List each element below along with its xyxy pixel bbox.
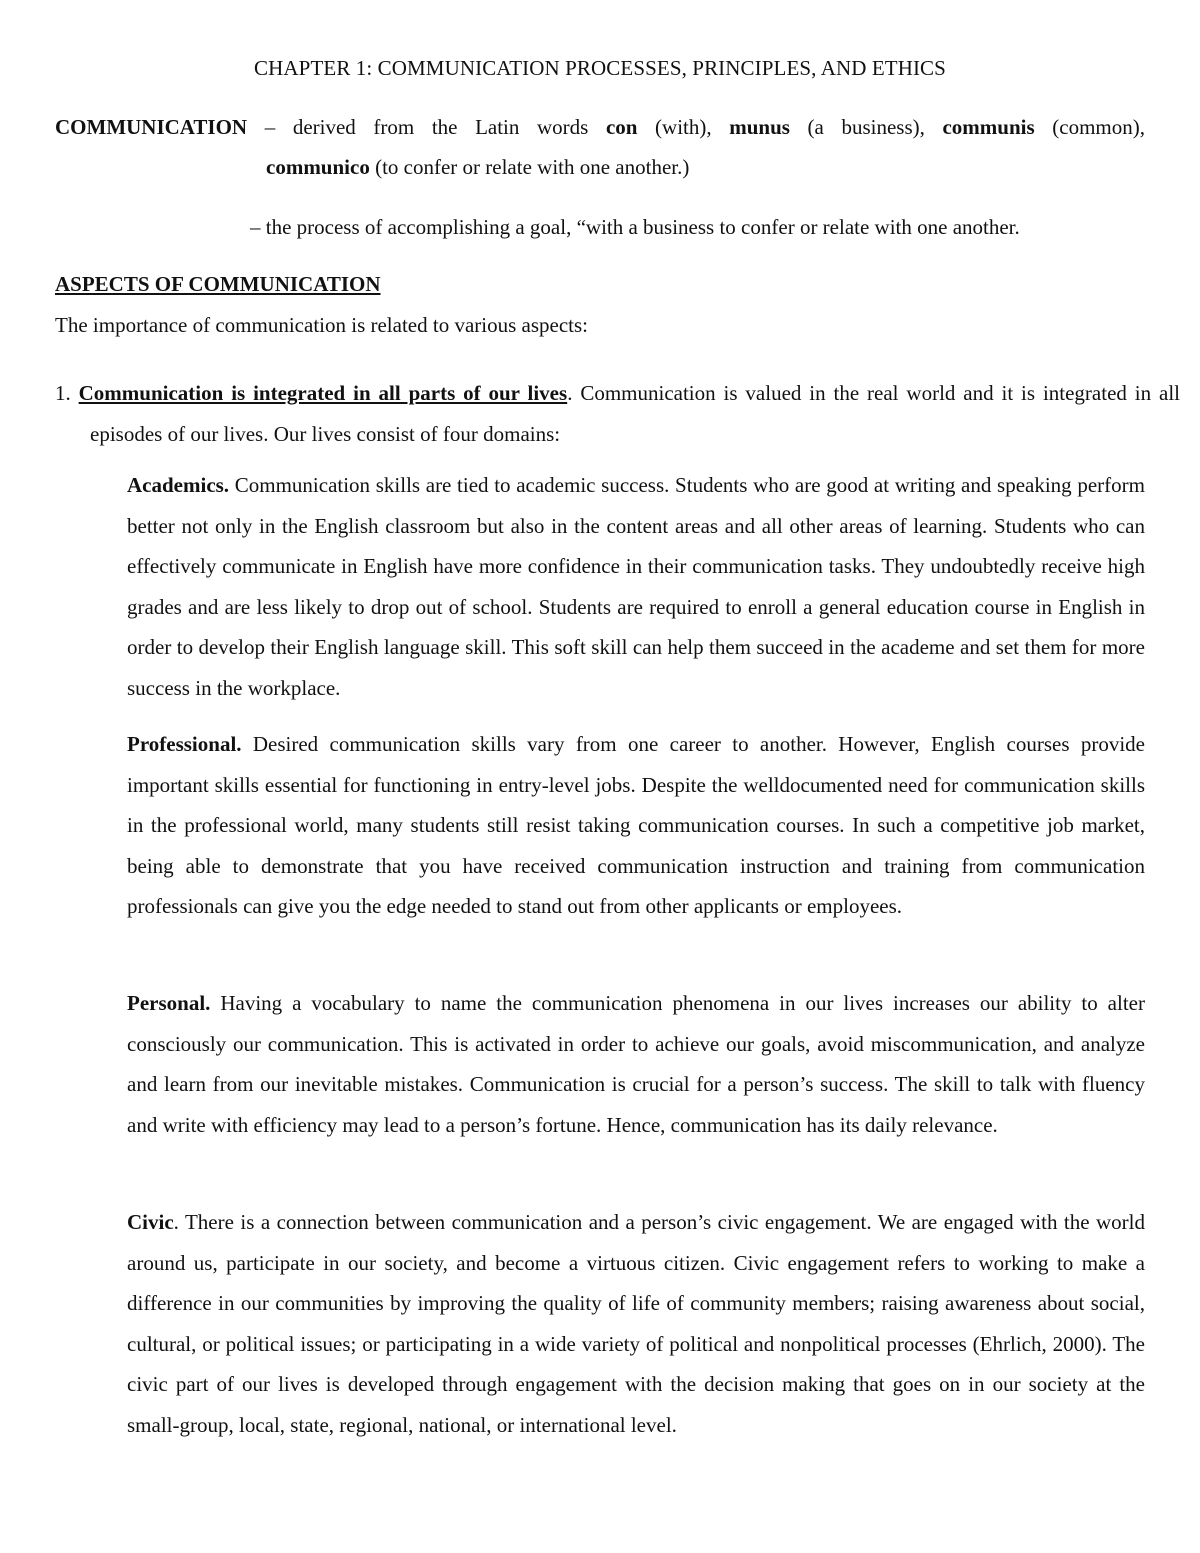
definition-line-2: [55, 152, 1145, 182]
definition-intro: – derived from the Latin words: [247, 115, 606, 139]
domain-label: Personal.: [127, 991, 211, 1015]
latin-gloss-con: (with),: [637, 115, 730, 139]
latin-word-communis: communis: [942, 115, 1035, 139]
latin-gloss-communico: (to confer or relate with one another.): [369, 155, 690, 179]
domain-label: Civic: [127, 1210, 174, 1234]
definition-term: COMMUNICATION: [55, 115, 248, 139]
section-heading: ASPECTS OF COMMUNICATION: [55, 272, 381, 296]
domain-label: Professional.: [127, 732, 242, 756]
domain-civic: [127, 1202, 1145, 1445]
domain-professional: [127, 724, 1145, 927]
domain-label: Academics.: [127, 473, 230, 497]
list-item-1: [55, 373, 1180, 455]
latin-gloss-communis: (common),: [1034, 115, 1145, 139]
communication-definition: [55, 112, 1145, 182]
chapter-title: CHAPTER 1: COMMUNICATION PROCESSES, PRINCIPLES, AND ETHICS: [254, 56, 946, 80]
domain-text: Desired communication skills vary from one career to another. However, English courses provide important skills essential for functioning in entry-level jobs. Despite the welldocumented need for communication skills in the professional world, many students still resist taking communication courses. In such a competitive job market, being able to demonstrate that you have received communication instruction and training from communication professionals can give you the edge needed to stand out from other applicants or employees.: [127, 732, 1145, 918]
list-number: 1.: [55, 381, 71, 405]
domain-academics: [127, 465, 1145, 708]
intro-line: The importance of communication is related to various aspects:: [55, 313, 588, 337]
list-item-heading: Communication is integrated in all parts of our lives: [78, 381, 568, 405]
domain-text: Communication skills are tied to academic success. Students who are good at writing and speaking perform better not only in the English classroom but also in the content areas and all other areas of learning. Students who can effectively communicate in English have more confidence in their communication tasks. They undoubtedly receive high grades and are less likely to drop out of school. Students are required to enroll a general education course in English in order to develop their English language skill. This soft skill can help them succeed in the academe and set them for more success in the workplace.: [127, 473, 1145, 700]
definition-second-meaning: – the process of accomplishing a goal, “with a business to confer or relate with one another.: [250, 215, 1020, 239]
latin-gloss-munus: (a business),: [789, 115, 943, 139]
definition-line-1: [55, 112, 1145, 142]
latin-word-communico: communico: [266, 155, 370, 179]
domain-personal: [127, 983, 1145, 1145]
list-item-text: . Communication is valued in the real world and it is integrated in all episodes of our lives. Our lives consist of four domains:: [90, 381, 1180, 446]
latin-word-munus: munus: [729, 115, 790, 139]
latin-word-con: con: [605, 115, 638, 139]
domain-text: . There is a connection between communication and a person’s civic engagement. We are engaged with the world around us, participate in our society, and become a virtuous citizen. Civic engagement refers to working to make a difference in our communities by improving the quality of life of community members; raising awareness about social, cultural, or political issues; or participating in a wide variety of political and nonpolitical processes (Ehrlich, 2000). The civic part of our lives is developed through engagement with the decision making that goes on in our society at the small-group, local, state, regional, national, or international level.: [127, 1210, 1145, 1437]
domain-text: Having a vocabulary to name the communication phenomena in our lives increases our ability to alter consciously our communication. This is activated in order to achieve our goals, avoid miscommunication, and analyze and learn from our inevitable mistakes. Communication is crucial for a person’s success. The skill to talk with fluency and write with efficiency may lead to a person’s fortune. Hence, communication has its daily relevance.: [127, 991, 1145, 1137]
